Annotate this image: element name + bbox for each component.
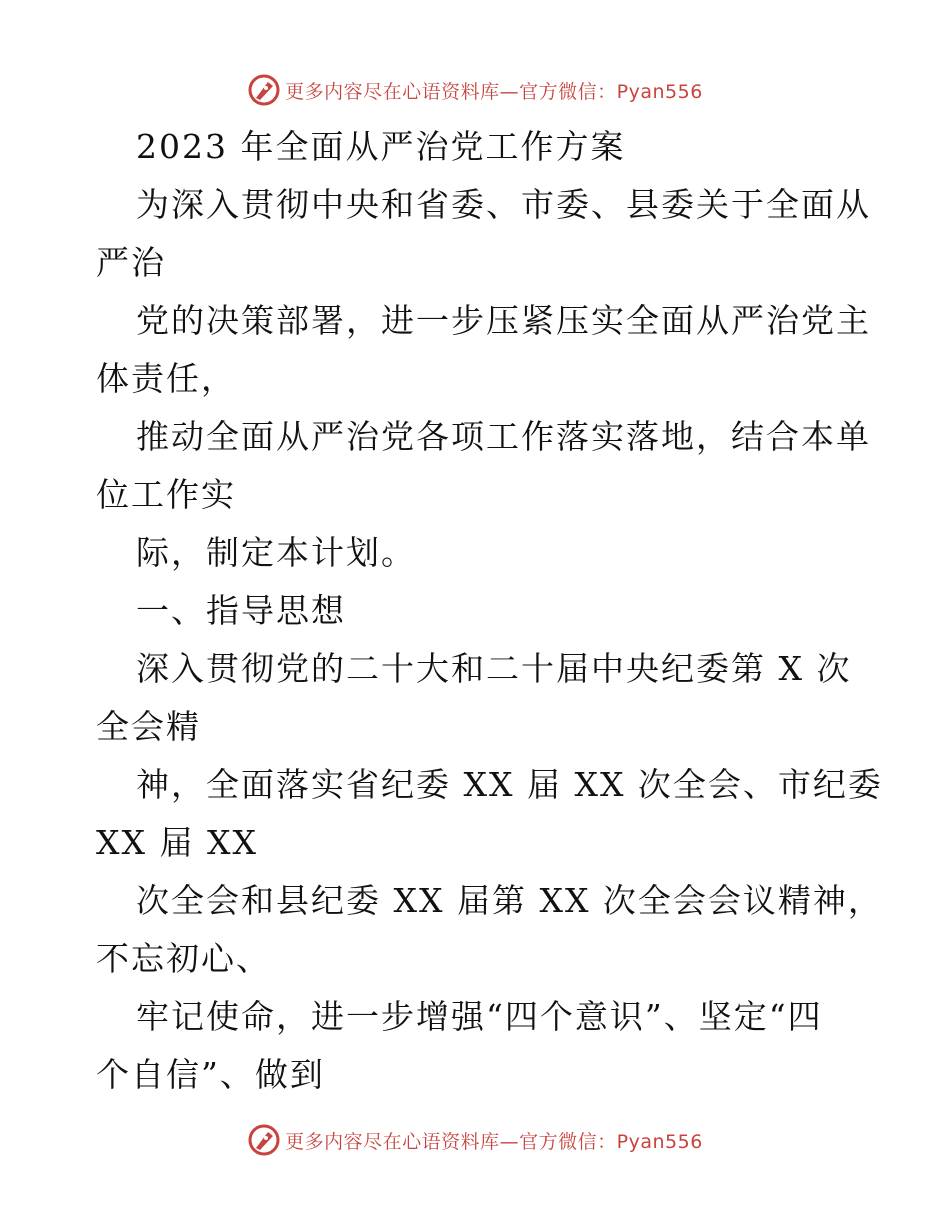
document-line: XX 届 XX	[96, 823, 258, 862]
header-watermark	[0, 70, 950, 110]
document-line: 位工作实	[96, 475, 236, 514]
document-line: 2023 年全面从严治党工作方案	[136, 127, 626, 166]
pen-nib-logo-icon	[247, 73, 281, 107]
document-line: 际，制定本计划。	[136, 533, 416, 572]
document-line: 党的决策部署，进一步压紧压实全面从严治党主	[136, 301, 871, 340]
document-line: 体责任，	[96, 359, 236, 398]
document-line: 一、指导思想	[136, 591, 346, 630]
document-line: 次全会和县纪委 XX 届第 XX 次全会会议精神，	[136, 881, 883, 920]
document-line: 神，全面落实省纪委 XX 届 XX 次全会、市纪委	[136, 765, 883, 804]
document-line: 严治	[96, 243, 166, 282]
document-line: 全会精	[96, 707, 201, 746]
document-body	[96, 118, 883, 1104]
document-line: 为深入贯彻中央和省委、市委、县委关于全面从	[136, 185, 871, 224]
document-line: 个自信”、做到	[96, 1055, 325, 1094]
footer-watermark	[0, 1120, 950, 1160]
pen-nib-logo-icon	[247, 1123, 281, 1157]
document-line: 深入贯彻党的二十大和二十届中央纪委第 X 次	[136, 649, 852, 688]
watermark-text: 更多内容尽在心语资料库—官方微信：Pyan556	[285, 1130, 703, 1153]
document-line: 推动全面从严治党各项工作落实落地，结合本单	[136, 417, 871, 456]
document-line: 不忘初心、	[96, 939, 271, 978]
watermark-text: 更多内容尽在心语资料库—官方微信：Pyan556	[285, 80, 703, 103]
document-line: 牢记使命，进一步增强“四个意识”、坚定“四	[136, 997, 823, 1036]
